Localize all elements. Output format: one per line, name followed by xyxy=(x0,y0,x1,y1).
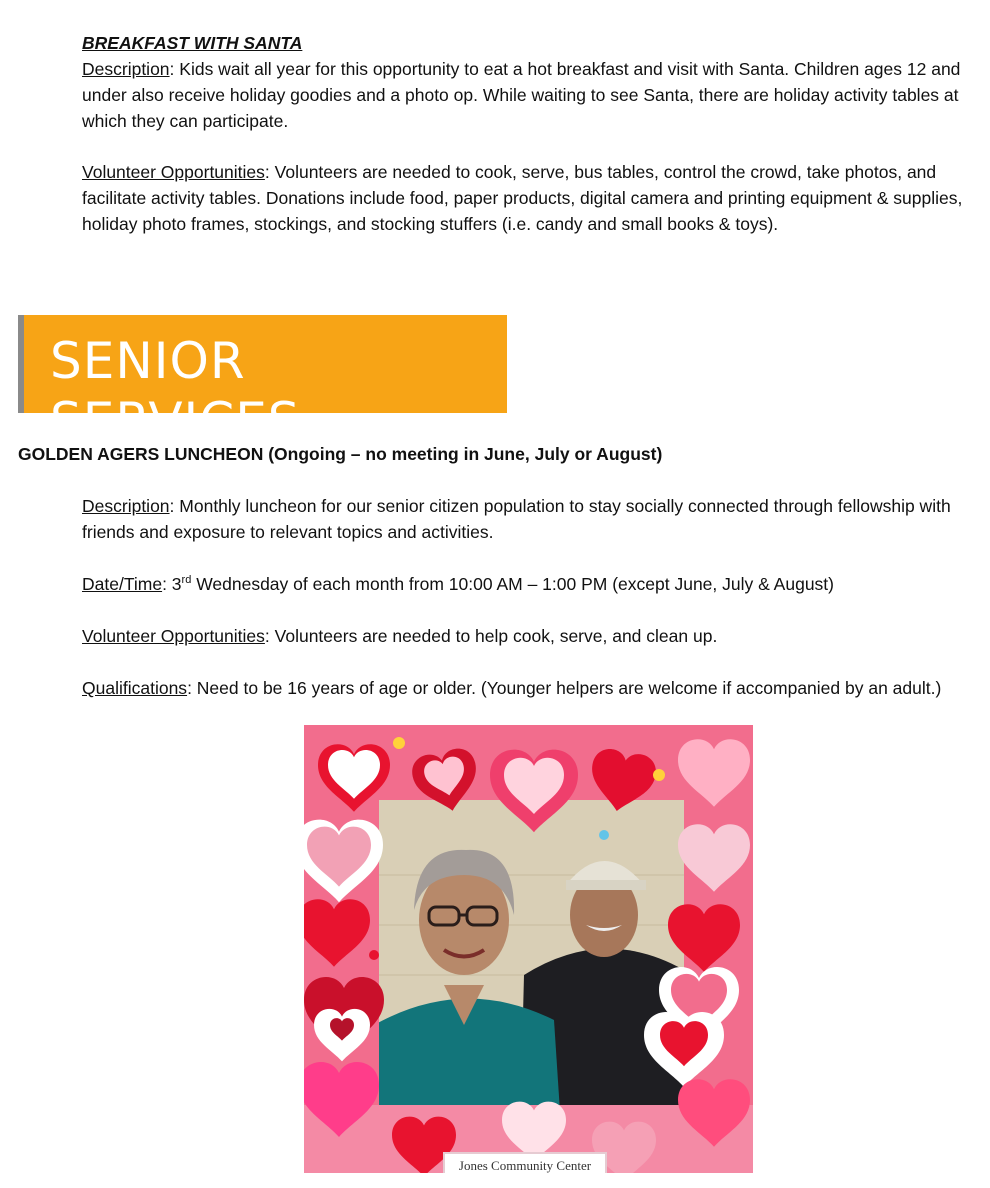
senior-services-banner xyxy=(18,315,507,450)
golden-vol-label: Volunteer Opportunities xyxy=(82,626,265,646)
golden-qual-text: : Need to be 16 years of age or older. (Younger helpers are welcome if accompanied by an adult.) xyxy=(187,678,942,698)
sign-text: Jones Community Center xyxy=(458,1158,592,1173)
golden-vol-text: : Volunteers are needed to help cook, serve, and clean up. xyxy=(264,626,718,646)
golden-desc-label: Description xyxy=(82,496,170,516)
golden-desc-text: : Monthly luncheon for our senior citizen population to stay socially connected through fellowship with friends and exposure to relevant topics and activities. xyxy=(82,496,951,542)
breakfast-with-santa-title xyxy=(82,30,972,56)
santa-vol-label: Volunteer Opportunities xyxy=(82,162,265,182)
valentine-photo-frame-image xyxy=(304,725,753,1173)
golden-volunteer-opportunities xyxy=(82,623,972,649)
santa-volunteer-opportunities xyxy=(82,159,972,237)
golden-date-sup: rd xyxy=(181,574,192,587)
golden-date-post: Wednesday of each month from 10:00 AM – 1:00 PM (except June, July & August) xyxy=(191,574,834,594)
golden-date-time xyxy=(82,571,972,597)
golden-qual-label: Qualifications xyxy=(82,678,188,698)
santa-description xyxy=(82,56,972,134)
golden-date-label: Date/Time xyxy=(82,574,163,594)
santa-title-text: BREAKFAST WITH SANTA xyxy=(82,33,303,53)
santa-desc-label: Description xyxy=(82,59,170,79)
golden-description xyxy=(82,493,972,545)
santa-desc-text: : Kids wait all year for this opportunity to eat a hot breakfast and visit with Santa. Children ages 12 and under also receive holiday goodies and a photo op. While waiting to see Santa, there are holiday activity tables at which they can participate. xyxy=(82,59,961,131)
golden-agers-title: GOLDEN AGERS LUNCHEON (Ongoing – no meeting in June, July or August) xyxy=(18,444,663,464)
senior-services-banner-text: SENIOR SERVICES xyxy=(50,332,301,450)
santa-vol-text: : Volunteers are needed to cook, serve, bus tables, control the crowd, take photos, and facilitate activity tables. Donations include food, paper products, digital camera and printing equipment & supplies, holiday photo frames, stockings, and stocking stuffers (i.e. candy and small books & toys). xyxy=(82,162,963,234)
golden-qualifications xyxy=(82,675,972,701)
golden-date-pre: : 3 xyxy=(162,574,182,594)
